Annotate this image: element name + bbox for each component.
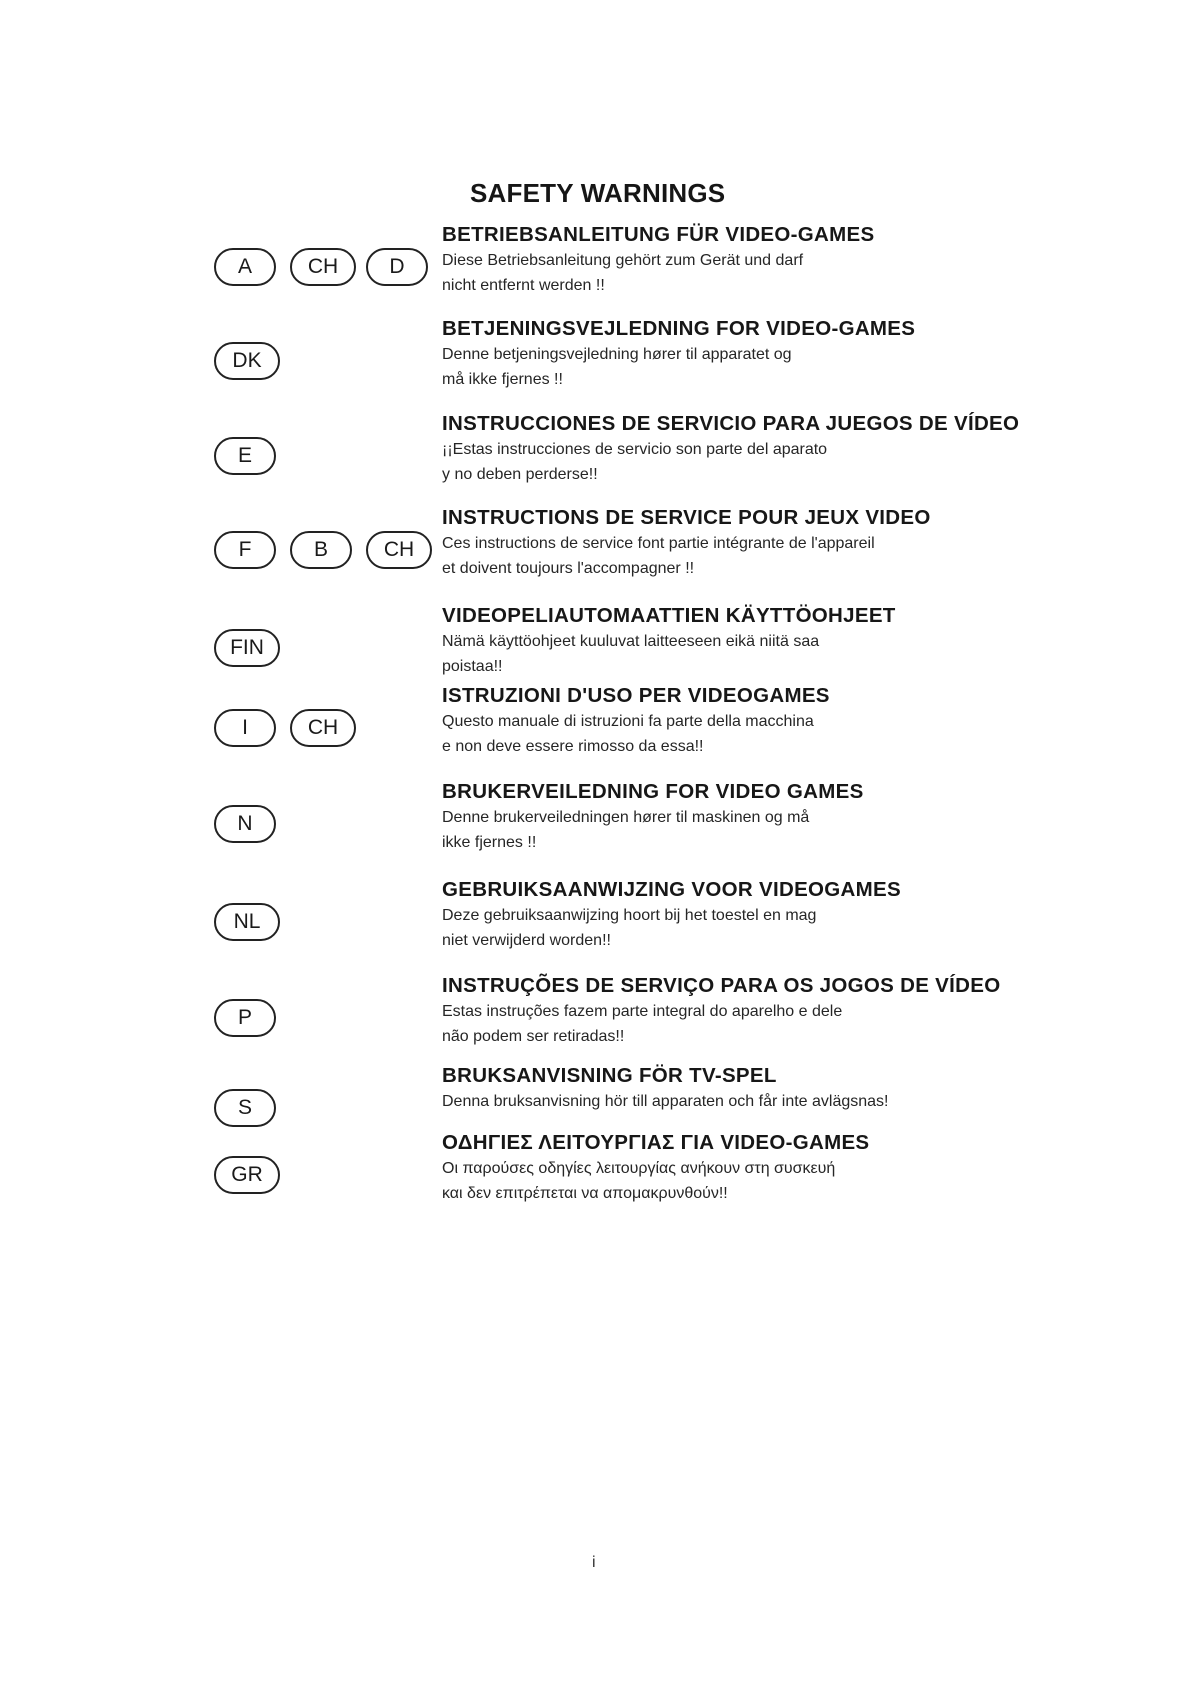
page-number: i: [592, 1554, 596, 1571]
section-heading: GEBRUIKSAANWIJZING VOOR VIDEOGAMES: [442, 878, 901, 901]
country-code-badge: GR: [214, 1156, 280, 1194]
section-text: [442, 877, 1162, 953]
section-heading: BETRIEBSANLEITUNG FÜR VIDEO-GAMES: [442, 223, 875, 246]
section-text: [442, 222, 1162, 298]
country-code-badge: I: [214, 709, 276, 747]
section-text: [442, 603, 1162, 679]
section-body-line: Denne brukerveiledningen hører til maskinen og må: [442, 809, 810, 826]
section-text: [442, 411, 1162, 487]
section-heading: VIDEOPELIAUTOMAATTIEN KÄYTTÖOHJEET: [442, 604, 896, 627]
section-body-line: nicht entfernt werden !!: [442, 277, 605, 294]
country-code-badge: NL: [214, 903, 280, 941]
country-code-badge: D: [366, 248, 428, 286]
section-heading: ISTRUZIONI D'USO PER VIDEOGAMES: [442, 684, 830, 707]
section-body-line: Questo manuale di istruzioni fa parte della macchina: [442, 713, 814, 730]
section-text: [442, 1130, 1162, 1206]
section-heading: INSTRUCTIONS DE SERVICE POUR JEUX VIDEO: [442, 506, 931, 529]
section-body-line: não podem ser retiradas!!: [442, 1028, 625, 1045]
section-body-line: Nämä käyttöohjeet kuuluvat laitteeseen eikä niitä saa: [442, 633, 820, 650]
section-body-line: ¡¡Estas instrucciones de servicio son parte del aparato: [442, 441, 828, 458]
section-body-line: και δεν επιτρέπεται να απομακρυνθούν!!: [442, 1185, 728, 1202]
section-text: [442, 316, 1162, 392]
country-code-badge: FIN: [214, 629, 280, 667]
section-body-line: niet verwijderd worden!!: [442, 932, 611, 949]
section-text: [442, 683, 1162, 759]
country-code-badge: CH: [290, 709, 356, 747]
section-text: [442, 1063, 1162, 1114]
section-body-line: Denne betjeningsvejledning hører til apparatet og: [442, 346, 792, 363]
country-code-badge: P: [214, 999, 276, 1037]
section-heading: BRUKERVEILEDNING FOR VIDEO GAMES: [442, 780, 864, 803]
country-code-badge: DK: [214, 342, 280, 380]
country-code-badge: N: [214, 805, 276, 843]
section-body-line: ikke fjernes !!: [442, 834, 537, 851]
section-body-line: y no deben perderse!!: [442, 466, 598, 483]
page-title: SAFETY WARNINGS: [470, 178, 726, 208]
section-text: [442, 505, 1162, 581]
section-heading: BETJENINGSVEJLEDNING FOR VIDEO-GAMES: [442, 317, 916, 340]
section-body-line: e non deve essere rimosso da essa!!: [442, 738, 704, 755]
section-heading: ΟΔΗΓΙΕΣ ΛΕΙΤΟΥΡΓΙΑΣ ΓΙΑ VIDEO-GAMES: [442, 1131, 870, 1154]
section-body-line: Ces instructions de service font partie intégrante de l'appareil: [442, 535, 875, 552]
country-code-badge: CH: [290, 248, 356, 286]
section-body-line: må ikke fjernes !!: [442, 371, 563, 388]
country-code-badge: F: [214, 531, 276, 569]
section-body-line: poistaa!!: [442, 658, 503, 675]
country-code-badge: A: [214, 248, 276, 286]
section-body-line: Estas instruções fazem parte integral do aparelho e dele: [442, 1003, 843, 1020]
country-code-badge: CH: [366, 531, 432, 569]
section-heading: INSTRUÇÕES DE SERVIÇO PARA OS JOGOS DE VÍDEO: [442, 974, 1001, 997]
section-text: [442, 779, 1162, 855]
country-code-badge: B: [290, 531, 352, 569]
section-body-line: Denna bruksanvisning hör till apparaten och får inte avlägsnas!: [442, 1093, 889, 1110]
section-heading: INSTRUCCIONES DE SERVICIO PARA JUEGOS DE VÍDEO: [442, 412, 1020, 435]
section-heading: BRUKSANVISNING FÖR TV-SPEL: [442, 1064, 777, 1087]
section-body-line: Οι παρούσες οδηγίες λειτουργίας ανήκουν στη συσκευή: [442, 1160, 836, 1177]
country-code-badge: S: [214, 1089, 276, 1127]
section-body-line: Diese Betriebsanleitung gehört zum Gerät und darf: [442, 252, 804, 269]
section-body-line: Deze gebruiksaanwijzing hoort bij het toestel en mag: [442, 907, 817, 924]
section-body-line: et doivent toujours l'accompagner !!: [442, 560, 695, 577]
section-text: [442, 973, 1162, 1049]
country-code-badge: E: [214, 437, 276, 475]
